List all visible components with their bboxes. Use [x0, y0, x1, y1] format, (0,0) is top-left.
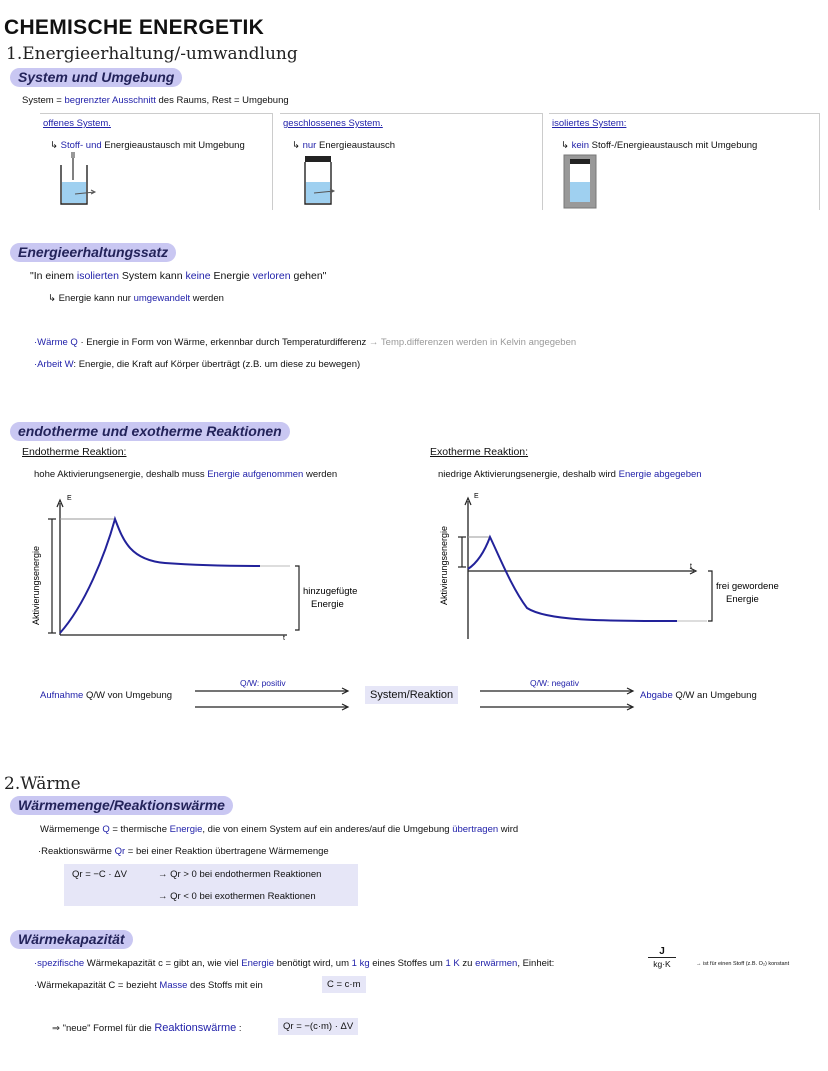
flow-output: Abgabe Q/W an Umgebung [640, 690, 757, 701]
unit-numerator: J [659, 946, 665, 957]
system-definition: System = begrenzter Ausschnitt des Raums, Rest = Umgebung [22, 95, 289, 106]
specific-heat-definition: ·spezifische Wärmekapazität c = gibt an, wie viel Energie benötigt wird, um 1 kg eines Stoffes um 1 K zu erwärmen, Einheit: [34, 958, 555, 969]
exo-y-label: Aktivierungsenergie [439, 525, 449, 605]
exo-axis-e: E [474, 493, 479, 500]
heat-capacity-tag: Wärmekapazität [10, 930, 133, 949]
open-system-label: offenes System. [43, 118, 111, 129]
reaction-heat-formula: Qr = −C · ΔV [72, 869, 127, 880]
heat-capacity-formula: C = c·m [322, 976, 366, 993]
endo-y-label: Aktivierungsenergie [31, 545, 41, 625]
conservation-note: ↳ Energie kann nur umgewandelt werden [48, 293, 224, 304]
isolated-system-label: isoliertes System: [552, 118, 627, 129]
endo-energy-curve [60, 519, 260, 633]
reactions-tag: endotherme und exotherme Reaktionen [10, 422, 290, 441]
formula-note-exo: → Qr < 0 bei exothermen Reaktionen [158, 891, 316, 902]
endo-brace-label-2: Energie [311, 599, 344, 610]
endo-brace-label-1: hinzugefügte [303, 586, 358, 597]
flow-intake: Aufnahme Q/W von Umgebung [40, 690, 173, 701]
exo-axis-t: t [690, 563, 692, 570]
system-tag: System und Umgebung [10, 68, 182, 87]
exo-brace-label-1: frei gewordene [716, 581, 779, 592]
heat-capacity-definition: ·Wärmekapazität C = bezieht Masse des Stoffs mit ein [34, 980, 263, 991]
flow-left-arrows [195, 688, 355, 712]
endo-energy-brace [295, 566, 299, 630]
section-2-heading: 2.Wärme [4, 774, 81, 794]
exo-brace-label-2: Energie [726, 594, 759, 605]
conservation-quote: "In einem isolierten System kann keine Energie verloren gehen" [30, 270, 327, 282]
endo-axis-e: E [67, 495, 72, 502]
isolated-system-drawing [563, 154, 599, 210]
specific-heat-note: → ist für einen Stoff (z.B. O₂) konstant [696, 961, 790, 967]
heat-quantity-definition: Wärmemenge Q = thermische Energie, die von einem System auf ein anderes/auf die Umgebung übertragen wird [40, 824, 519, 835]
exo-description: niedrige Aktivierungsenergie, deshalb wird Energie abgegeben [438, 469, 702, 480]
flow-positive-label: Q/W: positiv [240, 678, 286, 688]
work-definition: ·Arbeit W: Energie, die Kraft auf Körper überträgt (z.B. um diese zu bewegen) [34, 359, 361, 370]
flow-negative-label: Q/W: negativ [530, 678, 579, 688]
open-system-desc: ↳ Stoff- und Energieaustausch mit Umgebung [50, 140, 245, 151]
closed-system-drawing [300, 154, 340, 206]
closed-system-label: geschlossenes System. [283, 118, 383, 129]
endo-energy-diagram [25, 495, 405, 645]
reaction-heat-definition: ·Reaktionswärme Qr = bei einer Reaktion übertragene Wärmemenge [38, 846, 329, 857]
exo-title: Exotherme Reaktion: [430, 446, 529, 458]
page-title: CHEMISCHE ENERGETIK [4, 16, 265, 39]
unit-denominator: kg·K [648, 957, 676, 969]
new-reaction-heat-formula: Qr = −(c·m) · ΔV [278, 1018, 358, 1035]
exo-energy-diagram [432, 493, 812, 643]
section-1-heading: 1.Energieerhaltung/-umwandlung [6, 44, 298, 64]
system-reaction-box: System/Reaktion [365, 686, 458, 704]
exo-energy-curve [468, 537, 677, 621]
endo-title: Endotherme Reaktion: [22, 446, 127, 458]
exo-energy-brace [708, 571, 712, 621]
closed-system-desc: ↳ nur Energieaustausch [292, 140, 396, 151]
unit-fraction [648, 946, 676, 969]
heat-definition: ·Wärme Q · Energie in Form von Wärme, erkennbar durch Temperaturdifferenz → Temp.differenzen werden in Kelvin angegeben [34, 337, 577, 348]
energy-conservation-tag: Energieerhaltungssatz [10, 243, 176, 262]
endo-description: hohe Aktivierungsenergie, deshalb muss Energie aufgenommen werden [34, 469, 338, 480]
open-system-drawing [55, 150, 105, 206]
formula-note-endo: → Qr > 0 bei endothermen Reaktionen [158, 869, 322, 880]
isolated-system-desc: ↳ kein Stoff-/Energieaustausch mit Umgebung [561, 140, 758, 151]
new-formula-line: ⇒ "neue" Formel für die Reaktionswärme : [52, 1022, 242, 1034]
heat-quantity-tag: Wärmemenge/Reaktionswärme [10, 796, 233, 815]
endo-axis-t: t [283, 635, 285, 642]
flow-right-arrows [480, 688, 640, 712]
